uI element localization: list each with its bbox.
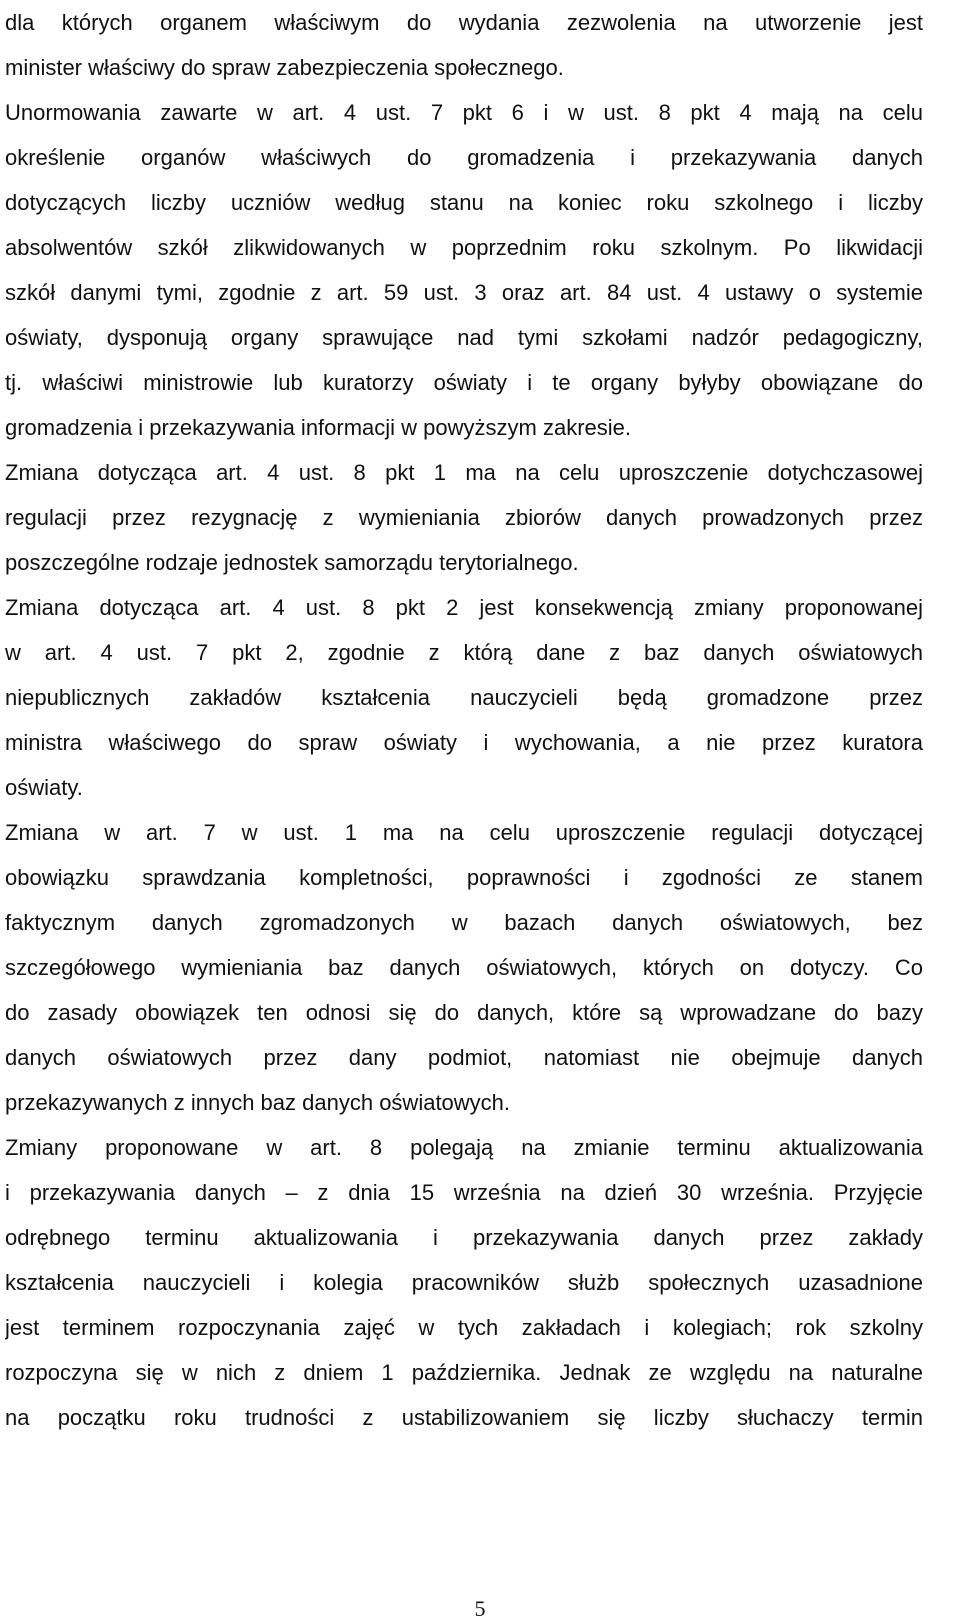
paragraph-1 (5, 0, 923, 90)
text-line: dotyczących liczby uczniów według stanu na koniec roku szkolnego i liczby (5, 190, 923, 215)
text-line: regulacji przez rezygnację z wymieniania zbiorów danych prowadzonych przez (5, 505, 923, 530)
text-line: przekazywanych z innych baz danych oświatowych. (5, 1090, 511, 1115)
page-number: 5 (474, 1596, 486, 1621)
text-line: poszczególne rodzaje jednostek samorządu terytorialnego. (5, 550, 579, 575)
text-line: tj. właściwi ministrowie lub kuratorzy oświaty i te organy byłyby obowiązane do (5, 370, 923, 395)
text-line: oświaty. (5, 775, 83, 800)
text-line: absolwentów szkół zlikwidowanych w poprzednim roku szkolnym. Po likwidacji (5, 235, 923, 260)
text-line: minister właściwy do spraw zabezpieczenia społecznego. (5, 55, 564, 80)
text-line: do zasady obowiązek ten odnosi się do danych, które są wprowadzane do bazy (5, 1000, 923, 1025)
text-line: szkół danymi tymi, zgodnie z art. 59 ust. 3 oraz art. 84 ust. 4 ustawy o systemie (5, 280, 923, 305)
text-line: ministra właściwego do spraw oświaty i wychowania, a nie przez kuratora (5, 730, 923, 755)
document-body (5, 0, 923, 1440)
text-line: Zmiana dotycząca art. 4 ust. 8 pkt 1 ma na celu uproszczenie dotychczasowej (5, 460, 923, 485)
text-line: i przekazywania danych – z dnia 15 września na dzień 30 września. Przyjęcie (5, 1180, 923, 1205)
text-line: szczegółowego wymieniania baz danych oświatowych, których on dotyczy. Co (5, 955, 923, 980)
text-line: w art. 4 ust. 7 pkt 2, zgodnie z którą dane z baz danych oświatowych (5, 640, 923, 665)
text-line: rozpoczyna się w nich z dniem 1 października. Jednak ze względu na naturalne (5, 1360, 923, 1385)
text-line: Zmiana dotycząca art. 4 ust. 8 pkt 2 jest konsekwencją zmiany proponowanej (5, 595, 923, 620)
paragraph-2 (5, 90, 923, 450)
text-line: dla których organem właściwym do wydania zezwolenia na utworzenie jest (5, 10, 923, 35)
paragraph-4 (5, 585, 923, 810)
text-line: odrębnego terminu aktualizowania i przekazywania danych przez zakłady (5, 1225, 923, 1250)
text-line: Zmiana w art. 7 w ust. 1 ma na celu uproszczenie regulacji dotyczącej (5, 820, 923, 845)
text-line: faktycznym danych zgromadzonych w bazach danych oświatowych, bez (5, 910, 923, 935)
text-line: gromadzenia i przekazywania informacji w powyższym zakresie. (5, 415, 632, 440)
text-line: określenie organów właściwych do gromadzenia i przekazywania danych (5, 145, 923, 170)
text-line: obowiązku sprawdzania kompletności, poprawności i zgodności ze stanem (5, 865, 923, 890)
paragraph-5 (5, 810, 923, 1125)
text-line: na początku roku trudności z ustabilizowaniem się liczby słuchaczy termin (5, 1405, 923, 1430)
text-line: niepublicznych zakładów kształcenia nauczycieli będą gromadzone przez (5, 685, 923, 710)
paragraph-6 (5, 1125, 923, 1440)
text-line: oświaty, dysponują organy sprawujące nad tymi szkołami nadzór pedagogiczny, (5, 325, 923, 350)
text-line: Unormowania zawarte w art. 4 ust. 7 pkt 6 i w ust. 8 pkt 4 mają na celu (5, 100, 923, 125)
text-line: kształcenia nauczycieli i kolegia pracowników służb społecznych uzasadnione (5, 1270, 923, 1295)
paragraph-3 (5, 450, 923, 585)
text-line: jest terminem rozpoczynania zajęć w tych zakładach i kolegiach; rok szkolny (5, 1315, 923, 1340)
text-line: danych oświatowych przez dany podmiot, natomiast nie obejmuje danych (5, 1045, 923, 1070)
text-line: Zmiany proponowane w art. 8 polegają na zmianie terminu aktualizowania (5, 1135, 923, 1160)
